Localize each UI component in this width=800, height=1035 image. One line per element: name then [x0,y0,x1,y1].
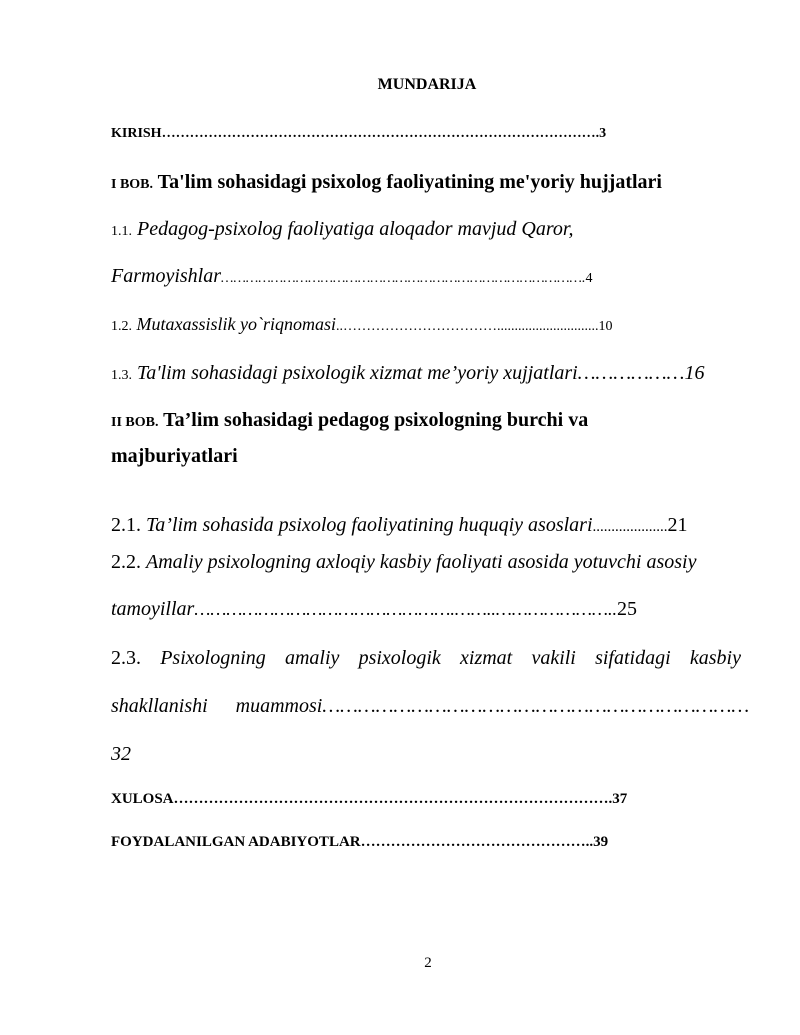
section-title: Mutaxassislik yo`riqnomasi [136,314,336,334]
toc-page: 21 [667,514,688,536]
toc-dots: ……………………………………………………………… [322,695,750,717]
toc-entry-2-2-line1 [111,551,696,574]
section-word: xizmat [460,647,513,669]
section-word: amaliy [284,647,340,669]
toc-page: 37 [612,791,628,807]
toc-page: 4 [585,271,593,286]
toc-label: KIRISH [111,126,162,141]
section-title-cont: tamoyillar [111,598,195,620]
toc-entry-2-3-line2 [111,695,749,718]
toc-entry-2-1 [111,514,688,537]
section-word: sifatidagi [595,647,671,669]
toc-entry-1-1-line1 [111,218,573,241]
toc-dots: ……………………………………………………………………………. [221,271,586,286]
section-number: 1.3. [111,368,132,383]
toc-entry-2-2-line2 [111,598,637,621]
toc-entry-1-1-line2 [111,265,593,288]
section-number: 1.2. [111,319,132,334]
page-number: 2 [424,955,432,971]
toc-dots: ……………………………………………………………………………. [173,791,613,807]
section-word: Psixologning [160,647,266,669]
toc-dots: …………………………………………………………………………………. [161,126,600,141]
section-number: 2.1. [111,514,141,536]
toc-chapter-2-line2 [111,445,238,468]
toc-page: 25 [616,598,637,620]
toc-entry-2-3-line1 [111,647,741,670]
toc-entry-1-3 [111,362,704,385]
chapter-prefix: I BOB. [111,177,154,192]
toc-page: 3 [599,126,607,141]
toc-entry-adabiyotlar [111,834,608,851]
toc-entry-1-2 [111,314,613,335]
page-title: MUNDARIJA [377,76,477,93]
toc-page: 39 [593,834,609,850]
section-title: Ta'lim sohasidagi psixologik xizmat me’yoriy xujjatlari [137,362,578,384]
chapter-prefix: II BOB. [111,415,159,430]
toc-dots: ……………………………………….. [360,834,594,850]
toc-page: 32 [111,743,131,765]
chapter-title-cont: majburiyatlari [111,445,238,467]
chapter-title: Ta'lim sohasidagi psixolog faoliyatining me'yoriy hujjatlari [157,171,662,193]
toc-page: 10 [598,319,613,334]
section-word: kasbiy [689,647,741,669]
toc-dots: ..……………………………............................. [336,319,599,334]
section-word: muammosi [235,695,323,717]
section-title: Ta’lim sohasida psixolog faoliyatining huquqiy asoslari [146,514,593,536]
toc-label: XULOSA [111,791,174,807]
section-word: shakllanishi [111,695,208,717]
toc-entry-xulosa [111,791,627,808]
toc-label: FOYDALANILGAN ADABIYOTLAR [111,834,361,850]
toc-dots: ……………… [577,362,685,384]
toc-page: 16 [684,362,705,384]
section-number: 2.3. [111,647,141,669]
toc-entry-kirish [111,126,606,142]
toc-entry-2-3-page [111,743,131,766]
toc-chapter-1 [111,171,662,194]
chapter-title: Ta’lim sohasidagi pedagog psixologning burchi va [163,409,589,431]
toc-dots: ………………………………………….……..………………….. [194,599,617,619]
toc-dots: .................... [592,519,668,535]
section-word: vakili [531,647,576,669]
section-title: Pedagog-psixolog faoliyatiga aloqador mavjud Qaror, [137,218,574,240]
section-word: psixologik [358,647,441,669]
section-title-cont: Farmoyishlar [111,265,221,287]
section-number: 1.1. [111,224,132,239]
section-number: 2.2. [111,551,141,573]
section-title: Amaliy psixologning axloqiy kasbiy faoliyati asosida yotuvchi asosiy [146,551,697,573]
toc-chapter-2-line1 [111,409,588,432]
